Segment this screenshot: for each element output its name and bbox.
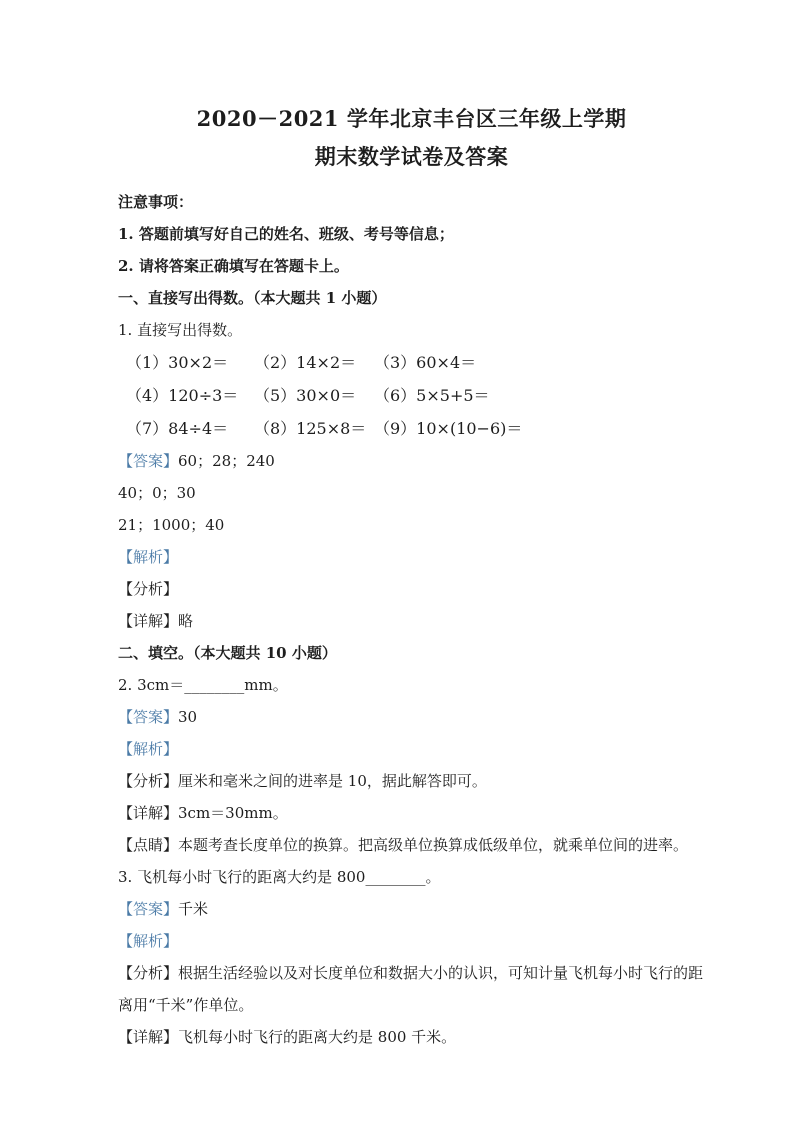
q3-detail-text: 飞机每小时飞行的距离大约是 800 千米。 [178,1028,457,1046]
q2-analysis-text: 厘米和毫米之间的进率是 10，据此解答即可。 [178,772,487,790]
title-line-1: 2020－2021 学年北京丰台区三年级上学期 [196,106,627,131]
answer-label: 【答案】 [118,708,179,726]
notice-heading: 注意事项： [118,193,194,211]
q3-explain-line [118,925,705,957]
analysis-label: 【分析】 [118,964,179,982]
q3-answer-text: 千米 [178,900,209,918]
q1-answer-line-1 [118,445,705,477]
q3-detail-line [118,1021,705,1053]
title-line-2: 期末数学试卷及答案 [314,144,509,169]
detail-label: 【详解】 [118,1028,179,1046]
q2-answer-text: 30 [178,708,198,726]
question-1-stem: 1. 直接写出得数。 [118,321,243,339]
question-3-stem: 3. 飞机每小时飞行的距离大约是 800________。 [118,868,441,886]
q2-note-text: 本题考查长度单位的换算。把高级单位换算成低级单位，就乘单位间的进率。 [178,836,689,854]
q2-analysis-line [118,765,705,797]
question-1-equations [118,346,705,445]
detail-label: 【详解】 [118,804,179,822]
q1-detail-line [118,605,705,637]
notice-item-1: 1. 答题前填写好自己的姓名、班级、考号等信息； [118,225,454,243]
q2-explain-line [118,733,705,765]
equation-4: （4）120÷3＝ [126,386,239,405]
explain-label: 【解析】 [118,548,179,566]
equation-9: （9）10×(10−6)＝ [374,419,523,438]
q3-analysis-text: 根据生活经验以及对长度单位和数据大小的认识，可知计量飞机每小时飞行的距离用“千米”作单位。 [118,964,704,1014]
answer-label: 【答案】 [118,452,179,470]
q2-detail-text: 3cm＝30mm。 [178,804,288,822]
q2-detail-line [118,797,705,829]
explain-label: 【解析】 [118,932,179,950]
section-2-heading: 二、填空。（本大题共 10 小题） [118,644,337,662]
q1-answer-text-3: 21；1000；40 [118,516,225,534]
equation-6: （6）5×5+5＝ [374,386,490,405]
equation-2: （2）14×2＝ [254,353,357,372]
q1-detail-text: 略 [178,612,194,630]
q1-answer-line-2 [118,477,705,509]
q1-analysis-line [118,573,705,605]
note-label: 【点睛】 [118,836,179,854]
explain-label: 【解析】 [118,740,179,758]
q3-answer-line [118,893,705,925]
equation-3: （3）60×4＝ [374,353,477,372]
analysis-label: 【分析】 [118,580,179,598]
q2-answer-line [118,701,705,733]
q2-note-line [118,829,705,861]
q1-answer-text-2: 40；0；30 [118,484,196,502]
answer-label: 【答案】 [118,900,179,918]
question-2-stem: 2. 3cm＝________mm。 [118,676,288,694]
q3-analysis-line [118,957,705,1021]
notice-item-2: 2. 请将答案正确填写在答题卡上。 [118,257,349,275]
q1-answer-text-1: 60；28；240 [178,452,275,470]
document-title [118,100,705,176]
section-1-heading: 一、直接写出得数。（本大题共 1 小题） [118,289,387,307]
q1-answer-line-3 [118,509,705,541]
detail-label: 【详解】 [118,612,179,630]
equation-1: （1）30×2＝ [126,353,229,372]
equation-8: （8）125×8＝ [254,419,367,438]
q1-explain-line [118,541,705,573]
equation-5: （5）30×0＝ [254,386,357,405]
analysis-label: 【分析】 [118,772,179,790]
equation-7: （7）84÷4＝ [126,419,229,438]
